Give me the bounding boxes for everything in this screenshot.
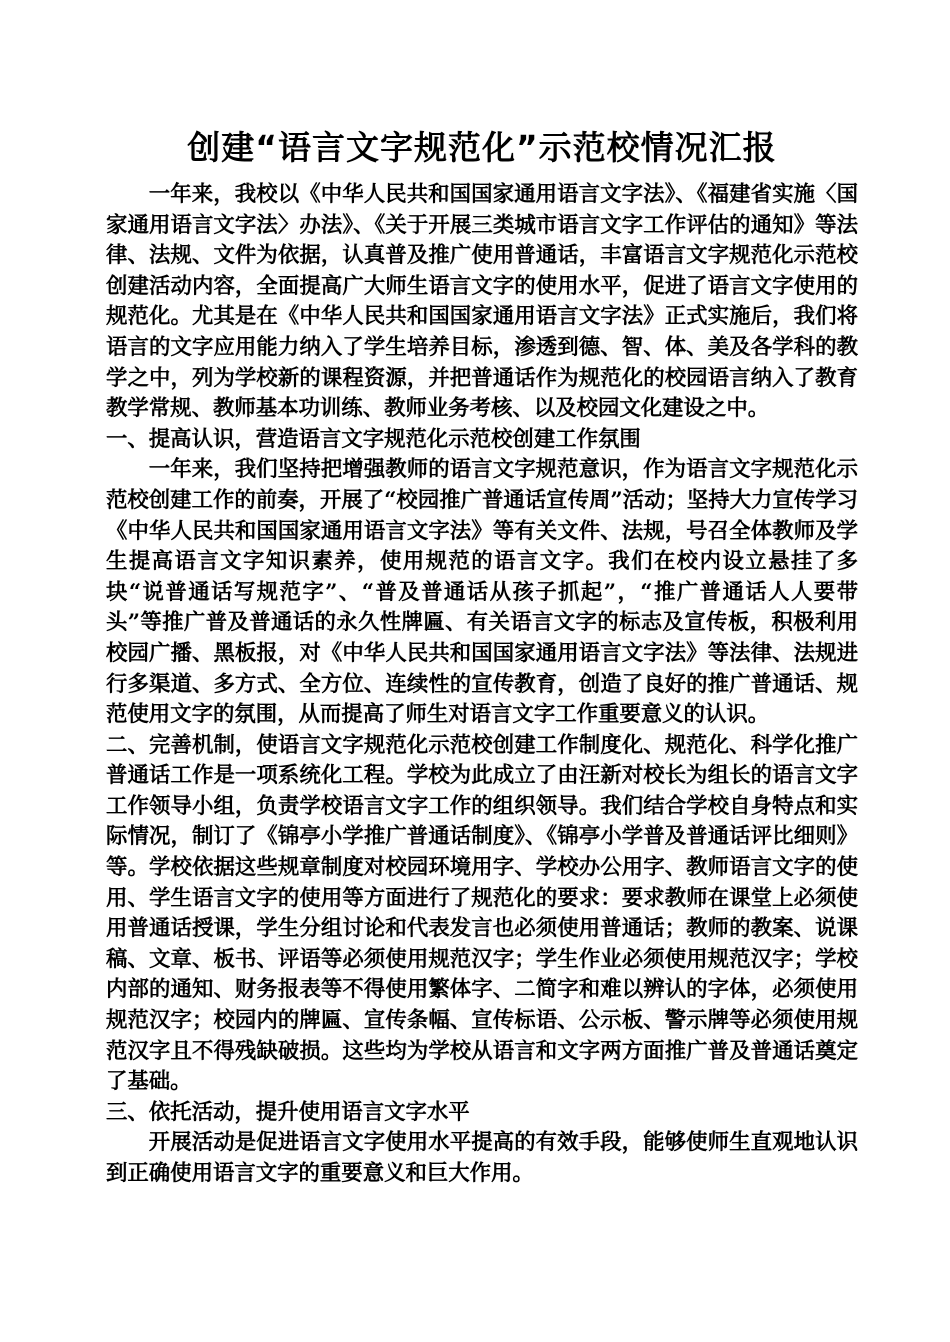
section-3-body: 开展活动是促进语言文字使用水平提高的有效手段，能够使师生直观地认识到正确使用语言文字的重要意义和巨大作用。 <box>106 1130 858 1186</box>
document-page <box>106 122 858 1190</box>
section-2-paragraph: 二、完善机制，使语言文字规范化示范校创建工作制度化、规范化、科学化推广普通话工作是一项系统化工程。学校为此成立了由汪新对校长为组长的语言文字工作领导小组，负责学校语言文字工作的组织领导。我们结合学校自身特点和实际情况，制订了《锦亭小学推广普通话制度》、《锦亭小学普及普通话评比细则》等。学校依据这些规章制度对校园环境用字、学校办公用字、教师语言文字的使用、学生语言文字的使用等方面进行了规范化的要求：要求教师在课堂上必须使用普通话授课，学生分组讨论和代表发言也必须使用普通话；教师的教案、说课稿、文章、板书、评语等必须使用规范汉字；学生作业必须使用规范汉字；学校内部的通知、财务报表等不得使用繁体字、二简字和难以辨认的字体，必须使用规范汉字；校园内的牌匾、宣传条幅、宣传标语、公示板、警示牌等必须使用规范汉字且不得残缺破损。这些均为学校从语言和文字两方面推广普及普通话奠定了基础。 <box>106 732 858 1095</box>
document-title: 创建“语言文字规范化”示范校情况汇报 <box>187 128 777 167</box>
section-1-body: 一年来，我们坚持把增强教师的语言文字规范意识，作为语言文字规范化示范校创建工作的前奏，开展了“校园推广普通话宣传周”活动；坚持大力宣传学习《中华人民共和国国家通用语言文字法》等有关文件、法规，号召全体教师及学生提高语言文字知识素养，使用规范的语言文字。我们在校内设立悬挂了多块“说普通话写规范字”、“普及普通话从孩子抓起”，“推广普通话人人要带头”等推广普及普通话的永久性牌匾、有关语言文字的标志及宣传板，积极利用校园广播、黑板报，对《中华人民共和国国家通用语言文字法》等法律、法规进行多渠道、多方式、全方位、连续性的宣传教育，创造了良好的推广普通话、规范使用文字的氛围，从而提高了师生对语言文字工作重要意义的认识。 <box>106 457 858 728</box>
intro-paragraph: 一年来，我校以《中华人民共和国国家通用语言文字法》、《福建省实施〈国家通用语言文字法〉办法》、《关于开展三类城市语言文字工作评估的通知》等法律、法规、文件为依据，认真普及推广使用普通话，丰富语言文字规范化示范校创建活动内容，全面提高广大师生语言文字的使用水平，促进了语言文字使用的规范化。尤其是在《中华人民共和国国家通用语言文字法》正式实施后，我们将语言的文字应用能力纳入了学生培养目标，渗透到德、智、体、美及各学科的教学之中，列为学校新的课程资源，并把普通话作为规范化的校园语言纳入了教育教学常规、教师基本功训练、教师业务考核、以及校园文化建设之中。 <box>106 182 858 422</box>
section-3-heading: 三、依托活动，提升使用语言文字水平 <box>106 1099 470 1125</box>
section-1-heading: 一、提高认识，营造语言文字规范化示范校创建工作氛围 <box>106 426 641 452</box>
